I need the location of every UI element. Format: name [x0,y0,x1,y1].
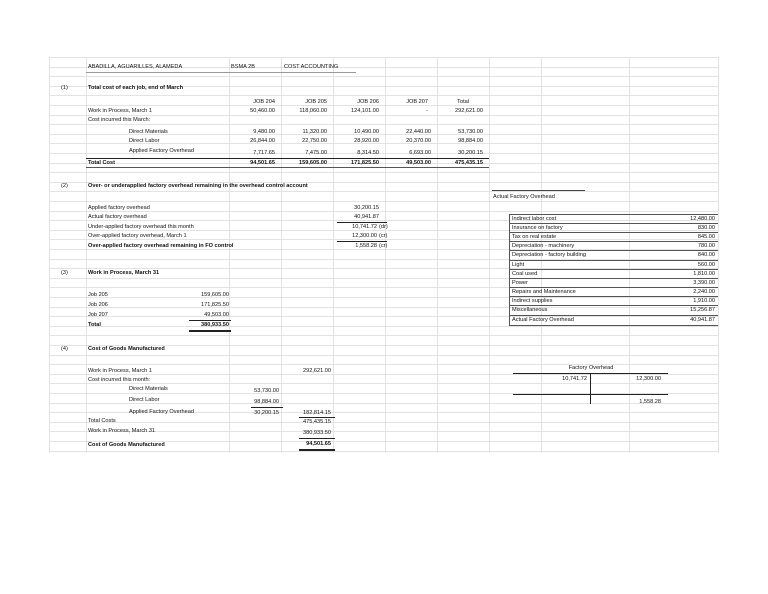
p4-dl-label: Direct Labor [129,397,160,403]
part1-number: (1) [61,85,68,91]
dl-204: 26,844.00 [250,138,275,144]
afo-207: 6,693.00 [409,150,431,156]
afo-item-value: 3,390.00 [693,280,715,286]
p4-dm-label: Direct Materials [129,386,168,392]
total-204: 94,501.65 [250,160,275,166]
wip-207: - [426,108,428,114]
p3-job205-value: 159,605.00 [201,292,229,298]
spreadsheet [49,57,719,453]
afo-item-label: Miscellaneous [512,307,548,313]
dm-207: 22,440.00 [406,129,431,135]
afo-total: 30,200.15 [458,150,483,156]
p2-row3-value: 10,741.72 [352,224,377,230]
afo-item-label: Insurance on factory [512,225,563,231]
afo-table-title: Actual Factory Overhead [493,194,555,200]
p2-row1-label: Applied factory overhead [88,205,150,211]
p3-job205-label: Job 205 [88,292,108,298]
afo-item-value: 1,910.00 [693,298,715,304]
p3-total-label: Total [88,322,101,328]
p2-row4-label: Over-applied factory overhead, March 1 [88,233,187,239]
part3-title: Work in Process, March 31 [88,270,160,276]
p3-job206-label: Job 206 [88,302,108,308]
t-account-balance: 1,558.28 [639,399,661,405]
afo-item-label: Light [512,262,525,268]
wip-march1-label: Work in Process, March 1 [88,108,152,114]
afo-item-label: Coal used [512,271,538,277]
afo-item-label: Depreciation - factory building [512,252,586,258]
part4-number: (4) [61,346,68,352]
col-job205: JOB 205 [305,99,327,105]
afo-item-label: Repairs and Maintenance [512,289,576,295]
afo-item-value: 845.00 [697,234,715,240]
p4-wip-end-label: Work in Process, March 31 [88,428,156,434]
afo-item-value: 1,810.00 [693,271,715,277]
dl-205: 22,750.00 [302,138,327,144]
afo-item-value: 40,941.87 [690,317,715,323]
total-cost-label: Total Cost [88,160,115,166]
afo-item-value: 780.00 [697,243,715,249]
afo-item-label: Indirect supplies [512,298,553,304]
p4-dm-value: 53,730.00 [254,388,279,394]
t-account-title: Factory Overhead [568,365,614,371]
p2-row2-value: 40,941.87 [354,214,379,220]
afo-item-value: 15,256.87 [690,307,715,313]
afo-item-value: 830.00 [697,225,715,231]
p2-row1-value: 30,200.15 [354,205,379,211]
p2-row5-label: Over-applied factory overhead remaining in FO control [88,243,234,249]
afo-item-value: 2,240.00 [693,289,715,295]
p3-job207-label: Job 207 [88,312,108,318]
p4-dl-value: 98,884.00 [254,399,279,405]
afo-label: Applied Factory Overhead [129,148,194,154]
afo-item-label: Tax on real estate [512,234,557,240]
p3-total-value: 380,933.50 [201,322,229,328]
part3-number: (3) [61,270,68,276]
total-205: 159,605.00 [299,160,327,166]
afo-206: 8,314.50 [357,150,379,156]
p2-row3-label: Under-applied factory overhead this month [88,224,194,230]
total-207: 49,503.00 [406,160,431,166]
wip-206: 124,101.00 [351,108,379,114]
dm-206: 10,490.00 [354,129,379,135]
wip-205: 118,060.00 [299,108,327,114]
dl-207: 20,370.00 [406,138,431,144]
dm-204: 9,480.00 [253,129,275,135]
wip-204: 50,460.00 [250,108,275,114]
p4-incurred-label: Cost incurred this month: [88,377,151,383]
p2-row4-tag: (cr) [379,233,388,239]
dm-total: 53,730.00 [458,129,483,135]
afo-item-label: Actual Factory Overhead [512,317,574,323]
afo-item-value: 560.00 [697,262,715,268]
part1-title: Total cost of each job, end of March [88,85,183,91]
total-grand: 475,435.15 [455,160,483,166]
dl-206: 28,920.00 [354,138,379,144]
p4-wip-end-value: 380,933.50 [303,430,331,436]
dm-205: 11,320.00 [302,129,327,135]
p4-afo-value: 30,200.15 [254,410,279,416]
total-206: 171,825.50 [351,160,379,166]
section: BSMA 2B [231,64,255,70]
afo-item-value: 12,480.00 [690,216,715,222]
dm-label: Direct Materials [129,129,168,135]
afo-item-label: Depreciation - machinery [512,243,575,249]
part4-title: Cost of Goods Manufactured [88,346,165,352]
p4-tc-label: Total Costs [88,418,116,424]
part2-number: (2) [61,183,68,189]
p2-row5-value: 1,558.28 [355,243,377,249]
p4-cogm-label: Cost of Goods Manufactured [88,442,165,448]
dl-total: 98,884.00 [458,138,483,144]
t-account-debit: 10,741.72 [562,376,587,382]
p4-afo-label: Applied Factory Overhead [129,409,194,415]
p4-wip-value: 292,621.00 [303,368,331,374]
afo-item-label: Indirect labor cost [512,216,557,222]
col-job206: JOB 206 [357,99,379,105]
cost-incurred-label: Cost incurred this March: [88,117,151,123]
p2-row4-value: 12,300.00 [352,233,377,239]
p4-cogm-value: 94,501.65 [306,441,331,447]
p3-job206-value: 171,825.50 [201,302,229,308]
afo-204: 7,717.65 [253,150,275,156]
p2-row2-label: Actual factory overhead [88,214,147,220]
p4-afo-sum: 182,814.15 [303,410,331,416]
p2-row5-tag: (cr) [379,243,388,249]
p2-row3-tag: (dr) [379,224,388,230]
wip-total: 292,621.00 [455,108,483,114]
t-account-credit: 12,300.00 [636,376,661,382]
p3-job207-value: 49,503.00 [204,312,229,318]
p4-wip-label: Work in Process, March 1 [88,368,152,374]
names: ABADILLA, AGUARILLES, ALAMEDA [88,64,183,70]
course: COST ACCOUNTING [284,64,339,70]
col-total: Total [457,99,469,105]
afo-205: 7,475.00 [305,150,327,156]
afo-item-label: Power [512,280,528,286]
col-job204: JOB 204 [253,99,275,105]
p4-tc-value: 475,435.15 [303,419,331,425]
col-job207: JOB 207 [406,99,428,105]
dl-label: Direct Labor [129,138,160,144]
afo-item-value: 840.00 [697,252,715,258]
part2-title: Over- or underapplied factory overhead remaining in the overhead control account [88,183,308,189]
